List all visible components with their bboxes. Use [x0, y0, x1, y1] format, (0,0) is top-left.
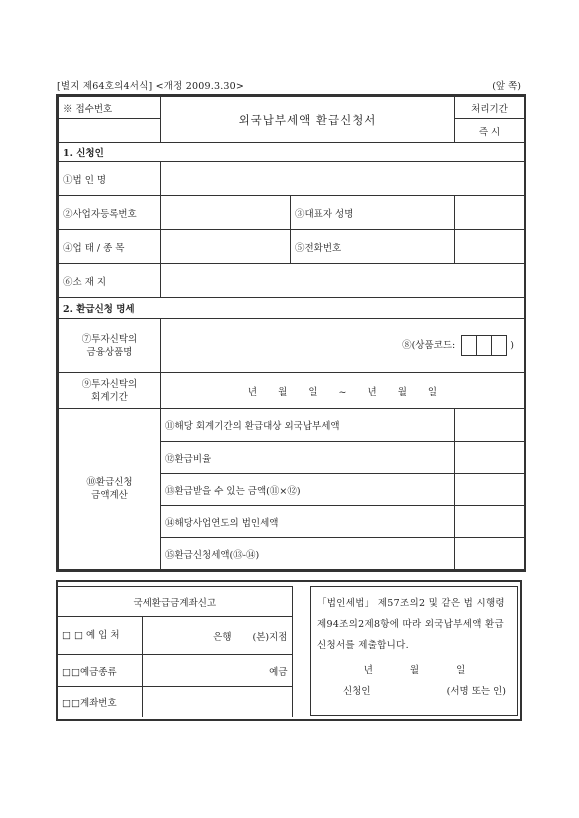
calc-item-label: ⑫환급비율 — [161, 442, 455, 474]
accounting-period-field[interactable]: 년 월 일 ~ 년 월 일 — [161, 373, 525, 409]
refund-calc-label-line2: 금액계산 — [91, 490, 128, 501]
corp-name-field[interactable] — [161, 162, 525, 196]
refund-account-heading: 국세환급금계좌신고 — [58, 587, 292, 617]
calc-item-field[interactable] — [455, 409, 525, 442]
processing-period-value: 즉 시 — [455, 119, 525, 143]
product-code-box[interactable] — [461, 335, 477, 356]
section2-heading: 2. 환급신청 명세 — [59, 298, 525, 319]
calc-item-label: ⑪해당 회계기간의 환급대상 외국납부세액 — [161, 409, 455, 442]
biz-reg-number-label: ②사업자등록번호 — [59, 196, 161, 230]
declaration-box — [310, 586, 518, 716]
declaration-signature-row — [317, 681, 512, 702]
bank-field[interactable]: 은행 (본)지점 — [142, 617, 292, 655]
product-code-close: ) — [510, 340, 514, 351]
lower-section — [56, 580, 522, 721]
business-type-field[interactable] — [161, 230, 291, 264]
receipt-number-label: ※ 접수번호 — [59, 97, 161, 119]
product-code-boxes[interactable] — [462, 335, 507, 356]
account-number-label: □□계좌번호 — [58, 687, 142, 717]
rep-name-label: ③대표자 성명 — [291, 196, 455, 230]
product-code-box[interactable] — [491, 335, 507, 356]
bank-label: □ □ 예 입 처 — [58, 617, 142, 655]
calc-item-field[interactable] — [455, 506, 525, 538]
address-field[interactable] — [161, 264, 525, 298]
calc-item-field[interactable] — [455, 442, 525, 474]
deposit-type-field[interactable]: 예금 — [142, 655, 292, 687]
declaration-date[interactable]: 년 월 일 — [363, 665, 466, 676]
calc-item-label: ⑬환급받을 수 있는 금액(⑪×⑫) — [161, 474, 455, 506]
form-number: [별지 제64호의4서식] <개정 2009.3.30> — [57, 81, 245, 92]
biz-reg-number-field[interactable] — [161, 196, 291, 230]
receipt-number-field[interactable] — [59, 119, 161, 143]
business-type-label: ④업 태 / 종 목 — [59, 230, 161, 264]
applicant-label: 신청인 — [343, 686, 371, 697]
calc-item-label: ⑮환급신청세액(⑬-⑭) — [161, 538, 455, 570]
account-number-field[interactable] — [142, 687, 292, 717]
product-name-label-line2: 금융상품명 — [86, 346, 133, 358]
calc-item-field[interactable] — [455, 474, 525, 506]
form-frame — [56, 94, 526, 572]
product-code-label: ⑧(상품코드: — [402, 340, 456, 351]
section1-heading: 1. 신청인 — [59, 143, 525, 162]
page-side-label: (앞 쪽) — [492, 81, 521, 92]
corp-name-label: ①법 인 명 — [59, 162, 161, 196]
product-name-label — [59, 319, 161, 373]
refund-account-table — [58, 586, 293, 717]
accounting-period-label-line2: 회계기간 — [91, 391, 128, 403]
refund-calc-label-line1: ⑩환급신청 — [86, 477, 133, 488]
deposit-type-label: □□예금종류 — [58, 655, 142, 687]
calc-item-field[interactable] — [455, 538, 525, 570]
form-title: 외국납부세액 환급신청서 — [161, 97, 455, 143]
product-name-field[interactable] — [161, 319, 525, 373]
declaration-text: 「법인세법」 제57조의2 및 같은 법 시행령 제94조의2제8항에 따라 외국납부세액 환급신청서를 제출합니다. — [317, 598, 505, 651]
main-form-table — [58, 96, 525, 570]
product-name-label-line1: ⑦투자신탁의 — [81, 333, 138, 345]
accounting-period-label — [59, 373, 161, 409]
phone-field[interactable] — [455, 230, 525, 264]
refund-calc-label — [59, 409, 161, 570]
address-label: ⑥소 재 지 — [59, 264, 161, 298]
accounting-period-label-line1: ⑨투자신탁의 — [81, 378, 138, 390]
processing-period-label: 처리기간 — [455, 97, 525, 119]
product-code-box[interactable] — [476, 335, 492, 356]
phone-label: ⑤전화번호 — [291, 230, 455, 264]
rep-name-field[interactable] — [455, 196, 525, 230]
signature-label[interactable]: (서명 또는 인) — [446, 686, 506, 697]
calc-item-label: ⑭해당사업연도의 법인세액 — [161, 506, 455, 538]
